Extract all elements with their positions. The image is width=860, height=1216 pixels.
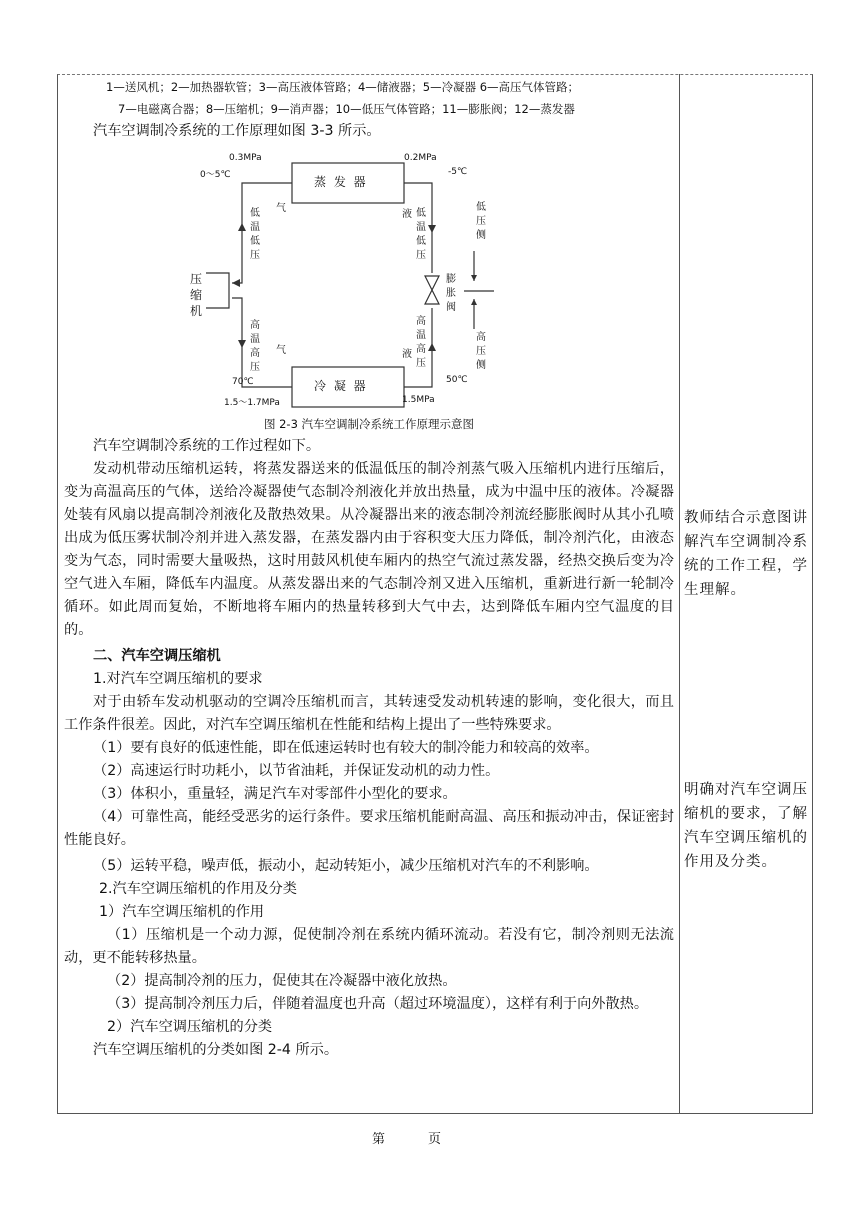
condenser-label: 冷 凝 器 [314, 379, 368, 393]
requirement-item: （1）要有良好的低速性能，即在低速运转时也有较大的制冷能力和较高的效率。 [93, 740, 599, 756]
arrow-down-left [238, 340, 246, 348]
evaporator-label: 蒸 发 器 [314, 175, 368, 189]
pressure-top-right: 0.2MPa [404, 153, 437, 163]
section-title: 二、汽车空调压缩机 [93, 648, 221, 664]
side-note-2: 明确对汽车空调压缩机的要求，了解汽车空调压缩机的作用及分类。 [684, 782, 808, 870]
compressor-bracket [206, 273, 229, 308]
temp-bottom-left: 70℃ [232, 377, 254, 387]
pressure-top-left: 0.3MPa [229, 153, 262, 163]
cycle-svg [64, 143, 674, 413]
gas-label-bottom: 气 [276, 345, 286, 356]
right-high-temp-label: 高 温 高 压 [416, 316, 426, 369]
liquid-label-top: 液 [402, 209, 412, 220]
low-pressure-line [232, 183, 292, 283]
function-title: 1）汽车空调压缩机的作用 [99, 904, 265, 920]
function-item: （1）压缩机是一个动力源，促使制冷剂在系统内循环流动。若没有它，制冷剂则无法流动，更不能转移热量。 [64, 927, 674, 966]
process-text: 发动机带动压缩机运转，将蒸发器送来的低温低压的制冷剂蒸气吸入压缩机内进行压缩后，变为高温高压的气体，送给冷凝器使气态制冷剂液化并放出热量，成为中温中压的液体。冷凝器处装有风扇以提高制冷剂液化及散热效果。从冷凝器出来的液态制冷剂流经膨胀阀时从其小孔喷出成为低压雾状制冷剂并进入蒸发器，在蒸发器内由于容积变大压力降低，制冷剂汽化，由液态变为气态，同时需要大量吸热，这时用鼓风机使车厢内的热空气流过蒸发器，经热交换后变为冷空气进入车厢，降低车内温度。从蒸发器出来的气态制冷剂又进入压缩机，重新进行新一轮制冷循环。如此周而复始，不断地将车厢内的热量转移到大气中去，达到降低车厢内空气温度的目的。 [64, 461, 674, 638]
classification-title: 2）汽车空调压缩机的分类 [107, 1019, 273, 1035]
arrow-into-compressor [232, 279, 240, 287]
arrow-up-left [238, 223, 246, 231]
right-low-temp-label: 低 温 低 压 [416, 208, 426, 261]
footer-prefix: 第 [372, 1132, 386, 1147]
compressor-label: 压 缩 机 [190, 272, 203, 318]
requirement-item: （5）运转平稳，噪声低，振动小，起动转矩小，减少压缩机对汽车的不利影响。 [93, 858, 599, 874]
pressure-bottom-left: 1.5～1.7MPa [224, 398, 280, 408]
process-title: 汽车空调制冷系统的工作过程如下。 [93, 438, 321, 454]
left-low-temp-label: 低 温 低 压 [250, 208, 260, 261]
figure-caption: 图 2-3 汽车空调制冷系统工作原理示意图 [263, 417, 475, 431]
temp-top-right: -5℃ [448, 167, 468, 177]
expansion-valve-symbol [425, 276, 439, 304]
function-item: （2）提高制冷剂的压力，促使其在冷凝器中液化放热。 [107, 973, 457, 989]
arrow-down-right [428, 225, 436, 233]
requirement-item: （2）高速运行时功耗小，以节省油耗，并保证发动机的动力性。 [93, 763, 500, 779]
column-divider [679, 74, 680, 1114]
requirement-item: （4）可靠性高，能经受恶劣的运行条件。要求压缩机能耐高温、高压和振动冲击，保证密封性能良好。 [64, 809, 674, 848]
side-note-1: 教师结合示意图讲解汽车空调制冷系统的工作工程，学生理解。 [684, 510, 808, 598]
function-item: （3）提高制冷剂压力后，伴随着温度也升高（超过环境温度），这样有利于向外散热。 [107, 996, 649, 1012]
function-classification-title: 2.汽车空调压缩机的作用及分类 [99, 881, 297, 897]
legend-line-1: 1—送风机；2—加热器软管；3—高压液体管路；4—储液器；5—冷凝器 6—高压气体管路； [106, 80, 580, 94]
refrigeration-diagram [64, 143, 674, 413]
arrowhead-high [471, 299, 477, 305]
requirements-intro: 对于由轿车发动机驱动的空调冷压缩机而言，其转速受发动机转速的影响，变化很大，而且工作条件很差。因此，对汽车空调压缩机在性能和结构上提出了一些特殊要求。 [64, 694, 674, 733]
low-side-label: 低 压 侧 [476, 202, 486, 241]
intro-text: 汽车空调制冷系统的工作原理如图 3-3 所示。 [93, 123, 381, 139]
pressure-bottom-right: 1.5MPa [402, 395, 435, 405]
legend-line-2: 7—电磁离合器；8—压缩机；9—消声器；10—低压气体管路；11—膨胀阀；12—蒸发器 [118, 102, 575, 116]
footer-suffix: 页 [428, 1132, 442, 1147]
classification-text: 汽车空调压缩机的分类如图 2-4 所示。 [93, 1042, 339, 1058]
arrow-up-right [428, 343, 436, 351]
arrowhead-low [471, 275, 477, 281]
gas-label-top: 气 [276, 203, 286, 214]
requirement-item: （3）体积小，重量轻，满足汽车对零部件小型化的要求。 [93, 786, 457, 802]
requirements-title: 1.对汽车空调压缩机的要求 [93, 671, 263, 687]
left-high-temp-label: 高 温 高 压 [250, 320, 260, 373]
expansion-valve-label: 膨 胀 阀 [446, 274, 456, 313]
temp-top-left: 0～5℃ [200, 170, 231, 180]
main-content [64, 76, 674, 1062]
high-side-label: 高 压 侧 [476, 332, 486, 371]
liquid-label-bottom: 液 [402, 349, 412, 360]
temp-bottom-right: 50℃ [446, 375, 468, 385]
